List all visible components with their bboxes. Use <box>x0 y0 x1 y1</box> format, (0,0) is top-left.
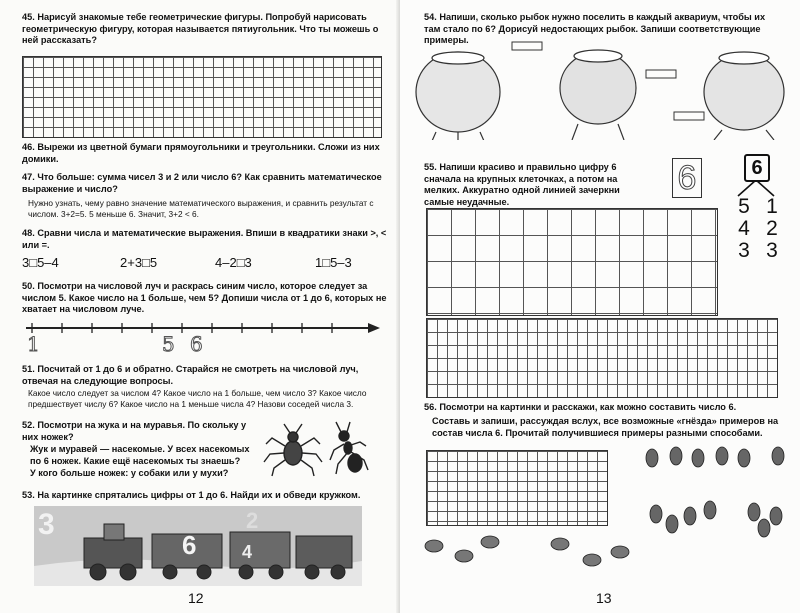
bird-icon <box>684 507 696 525</box>
hidden-digits-picture <box>34 506 362 586</box>
right-page <box>400 0 800 613</box>
task-48: 48. Сравни числа и математические выражения. Впиши в квадратики знаки >, < или =. <box>22 228 387 250</box>
page-number-left: 12 <box>188 590 204 606</box>
task-50: 50. Посмотри на числовой луч и раскрась синим число, которое следует за числом 5. Какое число на 1 больше, чем 5? Допиши числа от 1 до 6, которых не хватает на числовом луче. <box>22 281 387 314</box>
comp-right-3[interactable]: 3 <box>766 239 778 262</box>
bird-icon <box>738 449 750 467</box>
bird-icon <box>770 507 782 525</box>
answer-grid-56[interactable] <box>426 450 608 526</box>
task-52: 52. Посмотри на жука и на муравья. По скольку у них ножек? <box>22 420 247 442</box>
hidden-digit-4[interactable]: 4 <box>242 542 253 562</box>
comp-left-2[interactable]: 4 <box>738 217 750 240</box>
bird-icon <box>611 546 629 558</box>
bird-icon <box>455 550 473 562</box>
task-47: 47. Что больше: сумма чисел 3 и 2 или число 6? Как сравнить математическое выражение и число? <box>22 172 382 194</box>
bird-icon <box>716 447 728 465</box>
task-45: 45. Нарисуй знакомые тебе геометрические фигуры. Попробуй нарисовать геометрическую фигуру, которая называется пятиугольник. Что ты можешь о ней рассказать? <box>22 12 379 45</box>
task-52-question: У кого больше ножек: у собаки или у мухи? <box>30 468 229 478</box>
large-copybook-grid[interactable] <box>426 208 718 316</box>
task-52-text: Жук и муравей — насекомые. У всех насекомых по 6 ножек. Какие ещё насекомых ты знаешь? <box>30 444 250 466</box>
composition-right-column <box>764 196 780 262</box>
bird-icon <box>692 449 704 467</box>
birds-bottom-group <box>420 530 640 574</box>
beetle-icon <box>264 424 322 476</box>
aquarium-1-icon <box>416 52 500 140</box>
task-46: 46. Вырежи из цветной бумаги прямоугольники и треугольники. Сложи из них домики. <box>22 142 380 164</box>
task-51: 51. Посчитай от 1 до 6 и обратно. Старайся не смотреть на числовой луч, отвечая на следующие вопросы. <box>22 364 359 386</box>
bird-icon <box>551 538 569 550</box>
expr-2[interactable]: 2+3□5 <box>120 255 158 270</box>
bird-icon <box>758 519 770 537</box>
ray-number-6: 6 <box>190 332 203 356</box>
bird-icon <box>748 503 760 521</box>
hidden-digit-6[interactable]: 6 <box>182 530 197 560</box>
bird-icon <box>583 554 601 566</box>
aquarium-3-icon <box>704 52 784 140</box>
ant-icon <box>330 422 368 474</box>
bird-icon <box>425 540 443 552</box>
bird-icon <box>670 447 682 465</box>
task-54: 54. Напиши, сколько рыбок нужно поселить в каждый аквариум, чтобы их там стало по 6? Дорисуй недостающих рыбок. Запиши соответствующие примеры. <box>424 12 766 45</box>
hidden-digit-2[interactable]: 2 <box>246 508 259 533</box>
bird-icon <box>481 536 499 548</box>
comp-left-1[interactable]: 5 <box>738 195 750 218</box>
task-47-note: Нужно узнать, чему равно значение математического выражения, и сравнить результат с числом. 3+2=5. 5 меньше 6. Значит, 3+2 < 6. <box>28 198 374 219</box>
bird-icon <box>704 501 716 519</box>
task-56-text: Составь и запиши, рассуждая вслух, все возможные «гнёзда» примеров на состав числа 6. Прочитай получившиеся примеры разными способами. <box>432 416 779 438</box>
ray-number-5: 5 <box>162 332 175 356</box>
birds-right-group <box>630 440 794 572</box>
bird-icon <box>650 505 662 523</box>
expr-4[interactable]: 1□5–3 <box>315 255 352 270</box>
aquarium-row <box>406 40 796 140</box>
ray-number-1: 1 <box>27 332 40 356</box>
page-number-right: 13 <box>596 590 612 606</box>
task-51-questions: Какое число следует за числом 4? Какое число на 1 больше, чем число 3? Какое число предшествует числу 6? Какое число на 1 меньше числа 4? Назови соседей числа 3. <box>28 388 367 409</box>
task-55: 55. Напиши красиво и правильно цифру 6 сначала на крупных клеточках, а потом на мелких. Аккуратно одной линией зачеркни самые неудачные. <box>424 162 620 207</box>
comp-left-3[interactable]: 3 <box>738 239 750 262</box>
bird-icon <box>646 449 658 467</box>
beetle-and-ant-image <box>258 420 388 482</box>
bird-icon <box>666 515 678 533</box>
task-53: 53. На картинке спрятались цифры от 1 до 6. Найди их и обведи кружком. <box>22 490 361 500</box>
drawing-grid-45[interactable] <box>22 56 382 138</box>
composition-house-top: 6 <box>744 154 770 182</box>
composition-left-column <box>736 196 752 262</box>
aquarium-2-icon <box>560 50 636 140</box>
expr-1[interactable]: 3□5–4 <box>22 255 59 270</box>
digit-sample-box: 6 <box>672 158 702 198</box>
hidden-digit-3[interactable]: 3 <box>38 508 55 541</box>
comp-right-2[interactable]: 2 <box>766 217 778 240</box>
bird-icon <box>772 447 784 465</box>
small-copybook-grid[interactable] <box>426 318 778 398</box>
expr-3[interactable]: 4–2□3 <box>215 255 252 270</box>
task-56: 56. Посмотри на картинки и расскажи, как можно составить число 6. <box>424 402 737 412</box>
comp-right-1[interactable]: 1 <box>766 195 778 218</box>
